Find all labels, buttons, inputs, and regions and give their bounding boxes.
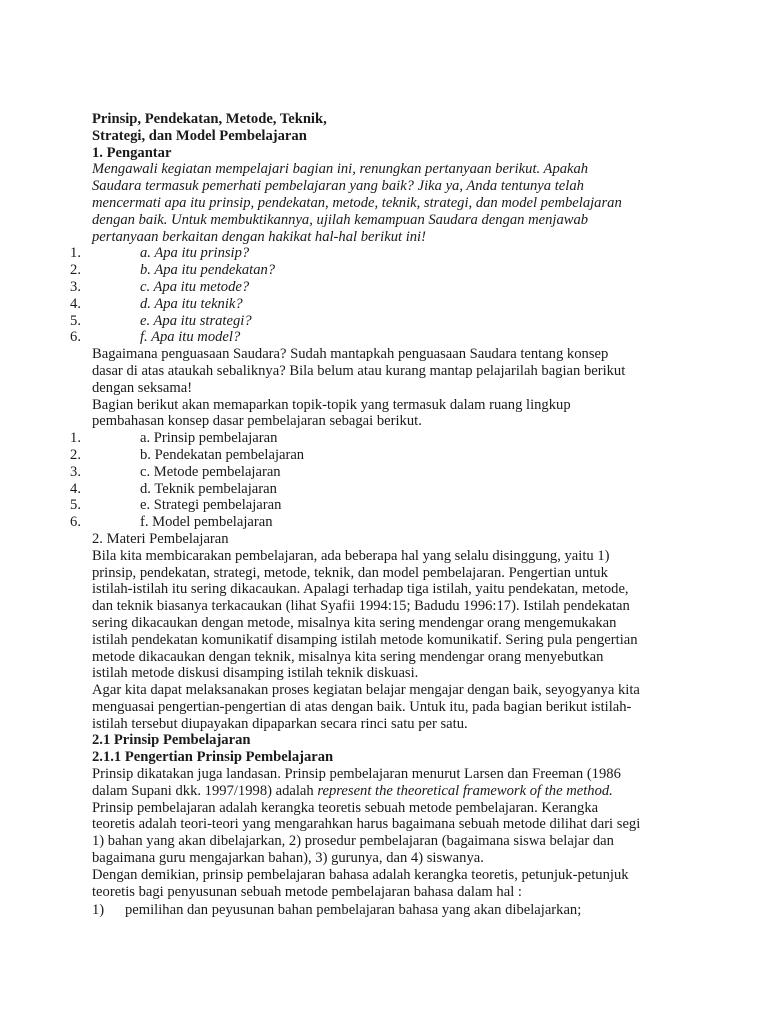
list-item: 2. b. Pendekatan pembelajaran [70,446,305,463]
list-item: 5. e. Strategi pembelajaran [70,497,282,514]
text-line: teoretis bagi penyusunan sebuah metode pembelajaran bahasa dalam hal : [92,883,522,900]
text-line: istilah pendekatan komunikatif disamping istilah metode komunikatif. Sering pula pengertian [92,631,638,648]
list-item: 5. e. Apa itu strategi? [70,312,252,329]
text-line: dalam Supani dkk. 1997/1998) adalah represent the theoretical framework of the method. [92,782,613,799]
paragraph [92,346,692,396]
text-line: istilah tersebut diupayakan dipaparkan secara rinci satu per satu. [92,715,468,732]
doc-title-line-2: Strategi, dan Model Pembelajaran [92,127,307,144]
text-line: prinsip, pendekatan, strategi, metode, teknik, dan model pembelajaran. Pengertian untuk [92,564,608,581]
intro-line: pertanyaan berkaitan dengan hakikat hal-hal berikut ini! [92,228,426,245]
list-item: 4. d. Teknik pembelajaran [70,480,277,497]
text-line: metode dikacaukan dengan teknik, misalnya kita sering mendengar orang menyebutkan [92,648,604,665]
section-2-1-heading: 2.1 Prinsip Pembelajaran [92,732,251,749]
text-line: dengan seksama! [92,379,193,396]
list-item: 6. f. Apa itu model? [70,329,241,346]
text-line: 1) bahan yang akan dibelajarkan, 2) prosedur pembelajaran (bagaimana siswa belajar dan [92,833,614,850]
list-item: 3. c. Apa itu metode? [70,278,250,295]
text-line: Dengan demikian, prinsip pembelajaran bahasa adalah kerangka teoretis, petunjuk-petunjuk [92,866,629,883]
intro-line: mencermati apa itu prinsip, pendekatan, metode, teknik, strategi, dan model pembelajaran [92,194,622,211]
text-line: Agar kita dapat melaksanakan proses kegiatan belajar mengajar dengan baik, seyogyanya kita [92,682,640,699]
italic-quote: represent the theoretical framework of the method. [317,782,613,799]
list-item: 4. d. Apa itu teknik? [70,295,243,312]
text-line: sering dikacaukan dengan metode, misalnya kita sering mendengar orang mengemukakan [92,614,617,631]
topic-list [70,430,692,531]
intro-paragraph [92,161,692,245]
list-item: 1) pemilihan dan peyusunan bahan pembelajaran bahasa yang akan dibelajarkan; [92,902,582,919]
section-1-heading: 1. Pengantar [92,144,172,161]
text-line: dan teknik biasanya terkacaukan (lihat Syafii 1994:15; Badudu 1996:17). Istilah pendekatan [92,598,630,615]
text-line: Bagaimana penguasaan Saudara? Sudah mantapkah penguasaan Saudara tentang konsep [92,346,609,363]
doc-title-line-1: Prinsip, Pendekatan, Metode, Teknik, [92,111,327,127]
text-line: menguasai pengertian-pengertian di atas dengan baik. Untuk itu, pada bagian berikut istilah- [92,698,632,715]
paragraph [92,800,692,867]
list-item: 1. a. Prinsip pembelajaran [70,430,278,447]
section-2-1-1-heading: 2.1.1 Pengertian Prinsip Pembelajaran [92,749,334,766]
paragraph [92,766,692,800]
text-line: teoretis adalah teori-teori yang mengarahkan harus bagaimana sebuah metode dilihat dari segi [92,816,641,833]
text-line: Prinsip dikatakan juga landasan. Prinsip pembelajaran menurut Larsen dan Freeman (1986 [92,766,621,783]
text-line: istilah-istilah itu sering dikacaukan. Apalagi terhadap tiga istilah, yaitu pendekatan, metode, [92,581,629,598]
intro-line: Mengawali kegiatan mempelajari bagian ini, renungkan pertanyaan berikut. Apakah [92,161,589,178]
paragraph [92,548,692,682]
paragraph [92,397,692,431]
intro-line: Saudara termasuk pemerhati pembelajaran yang baik? Jika ya, Anda tentunya telah [92,178,584,195]
question-list [70,245,692,346]
paragraph [92,682,692,732]
text-line: Prinsip pembelajaran adalah kerangka teoretis sebuah metode pembelajaran. Kerangka [92,799,599,816]
text-line: bagaimana guru mengajarkan bahan), 3) gurunya, dan 4) siswanya. [92,850,484,867]
text-line: pembahasan konsep dasar pembelajaran sebagai berikut. [92,413,422,430]
list-item: 3. c. Metode pembelajaran [70,463,281,480]
intro-line: dengan baik. Untuk membuktikannya, ujilah kemampuan Saudara dengan menjawab [92,211,589,228]
text-line: Bila kita membicarakan pembelajaran, ada beberapa hal yang selalu disinggung, yaitu 1) [92,547,610,564]
text-line: dasar di atas ataukah sebaliknya? Bila belum atau kurang mantap pelajarilah bagian berikut [92,362,626,379]
section-2-heading: 2. Materi Pembelajaran [92,530,229,547]
text-line: Bagian berikut akan memaparkan topik-topik yang termasuk dalam ruang lingkup [92,396,571,413]
list-item: 6. f. Model pembelajaran [70,514,273,531]
document-content [70,111,692,919]
list-item: 2. b. Apa itu pendekatan? [70,262,276,279]
text-line: istilah metode diskusi disamping istilah teknik diskuasi. [92,665,419,682]
list-item: 1. a. Apa itu prinsip? [70,245,250,262]
paragraph [92,867,692,901]
